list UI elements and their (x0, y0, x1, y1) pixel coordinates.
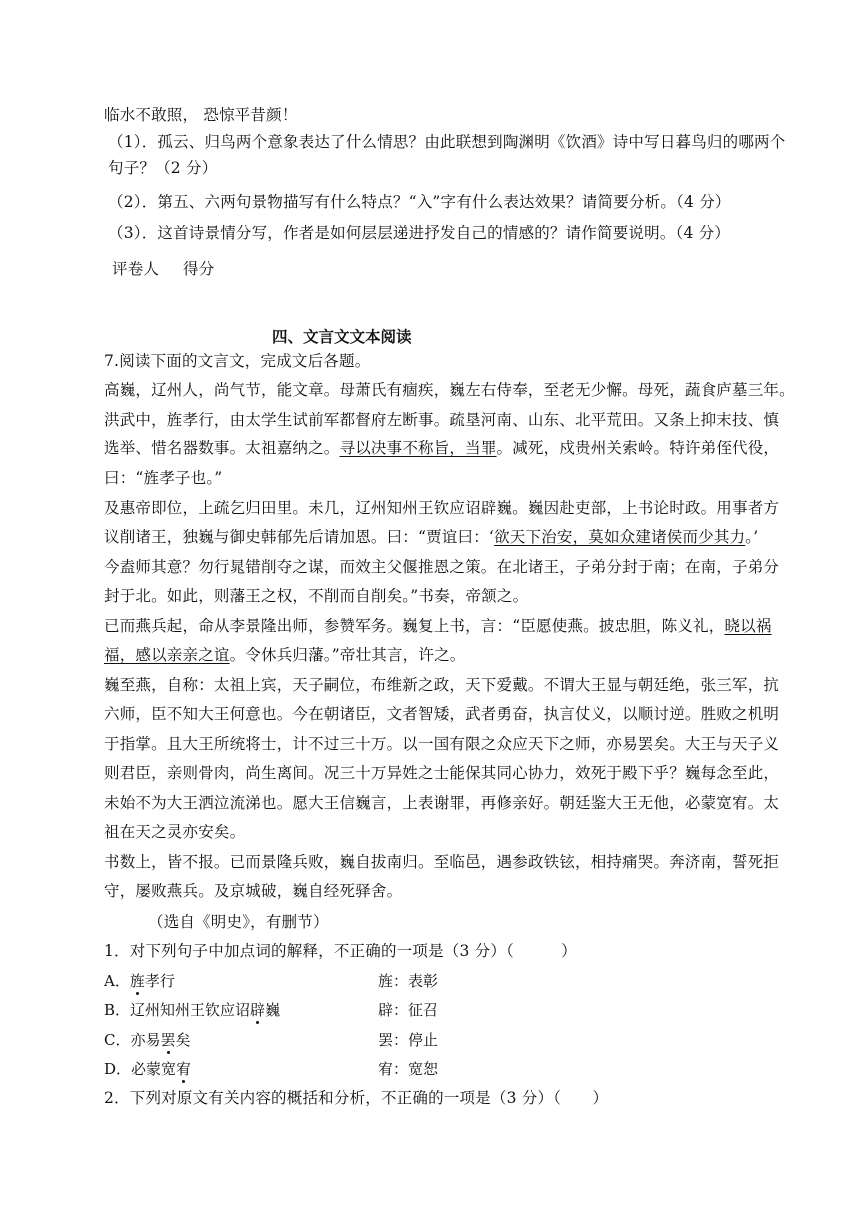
passage-line: 未始不为大王洒泣流涕也。愿大王信巍言，上表谢罪，再修亲好。朝廷鉴大王无他，必蒙宽宥。太 (104, 794, 780, 812)
dotted-word: 罢 (160, 1031, 176, 1049)
underlined-sentence: 寻以决事不称旨，当罪 (339, 439, 497, 457)
option-c: C．亦易罢矣 (104, 1031, 191, 1049)
underlined-sentence: 晓以祸 (724, 617, 772, 635)
passage-line: 巍至燕，自称：太祖上宾，天子嗣位，布维新之政，天下爱戴。不谓大王显与朝廷绝，张三军，抗 (104, 676, 780, 694)
option-b-explanation: 辟：征召 (378, 1001, 439, 1019)
passage-source: （选自《明史》，有删节） (148, 913, 329, 931)
option-c-explanation: 罢：停止 (378, 1031, 439, 1049)
poem-question-1-cont: 句子？（2 分） (108, 159, 218, 177)
option-a: A．旌孝行 (104, 972, 175, 990)
question-7-intro: 7.阅读下面的文言文，完成文后各题。 (104, 352, 371, 370)
passage-line: 今盍师其意？勿行晁错削夺之谋，而效主父偃推恩之策。在北诸王，子弟分封于南；在南，子弟分 (104, 558, 780, 576)
passage-line: 六师，臣不知大王何意也。今在朝诸臣，文者智矮，武者勇奋，执言仗义，以顺讨逆。胜败之机明 (104, 705, 780, 723)
poem-question-1: （1）．孤云、归鸟两个意象表达了什么情思？由此联想到陶渊明《饮酒》诗中写日暮鸟归的哪两个 (108, 133, 786, 151)
passage-line: 曰：“旌孝子也。” (104, 469, 223, 487)
question-1-stem: 1．对下列句子中加点词的解释，不正确的一项是（3 分）（ ） (104, 942, 577, 960)
option-d-explanation: 宥：宽恕 (378, 1060, 439, 1078)
option-b: B．辽州知州王钦应诏辟巍 (104, 1001, 281, 1019)
passage-line: 则君臣，亲则骨肉，尚生离间。况三十万异姓之士能保其同心协力，效死于殿下乎？巍每念至此， (104, 764, 780, 782)
underlined-sentence: 福，感以亲亲之谊 (104, 646, 230, 664)
passage-line: 祖在天之灵亦安矣。 (104, 823, 246, 841)
option-a-explanation: 旌：表彰 (378, 972, 439, 990)
dotted-word: 宥 (176, 1060, 192, 1078)
dotted-word: 辟 (250, 1001, 266, 1019)
passage-line: 洪武中，旌孝行，由太学生试前军都督府左断事。疏垦河南、山东、北平荒田。又条上抑末技、慎 (104, 411, 780, 429)
passage-line: 议削诸王，独巍与御史韩郁先后请加恩。曰：“贾谊曰：‘欲天下治安，莫如众建诸侯而少其力。’ (104, 528, 759, 546)
question-2-stem: 2．下列对原文有关内容的概括和分析，不正确的一项是（3 分）（ ） (104, 1089, 609, 1107)
poem-tail: 临水不敢照， 恐惊平昔颜！ (104, 106, 298, 124)
grader-reviewer: 评卷人 (112, 260, 160, 278)
passage-line: 及惠帝即位，上疏乞归田里。未几，辽州知州王钦应诏辟巍。巍因赴吏部，上书论时政。用事者方 (104, 499, 780, 517)
passage-line: 书数上，皆不报。已而景隆兵败，巍自拔南归。至临邑，遇参政铁铉，相持痛哭。奔济南，誓死拒 (104, 853, 780, 871)
passage-line: 守，屡败燕兵。及京城破，巍自经死驿舍。 (104, 882, 403, 900)
section-title: 四、文言文文本阅读 (272, 327, 412, 346)
poem-question-3: （3）．这首诗景情分写，作者是如何层层递进抒发自己的情感的？请作简要说明。（4 分） (108, 224, 731, 242)
underlined-sentence: 欲天下治安，莫如众建诸侯而少其力 (494, 528, 746, 546)
option-d: D．必蒙宽宥 (104, 1060, 192, 1078)
passage-line: 于指掌。且大王所统将士，计不过三十万。以一国有限之众应天下之师，亦易罢矣。大王与天子义 (104, 735, 780, 753)
poem-question-2: （2）．第五、六两句景物描写有什么特点？“入”字有什么表达效果？请简要分析。（4 分） (108, 193, 731, 211)
passage-line: 已而燕兵起，命从李景隆出师，参赞军务。巍复上书，言：“臣愿使燕。披忠胆，陈义礼，晓以祸 (104, 617, 772, 635)
passage-line: 选举、惜名器数事。太祖嘉纳之。寻以决事不称旨，当罪。减死，戍贵州关索岭。特许弟侄代役， (104, 439, 780, 457)
passage-line: 高巍，辽州人，尚气节，能文章。母萧氏有痼疾，巍左右侍奉，至老无少懈。母死，蔬食庐墓三年。 (104, 381, 795, 399)
grader-score: 得分 (183, 260, 215, 278)
passage-line: 福，感以亲亲之谊。令休兵归藩。”帝壮其言，许之。 (104, 646, 466, 664)
passage-line: 封于北。如此，则藩王之权，不削而自削矣。”书奏，帝颔之。 (104, 587, 529, 605)
dotted-word: 旌 (129, 972, 145, 990)
